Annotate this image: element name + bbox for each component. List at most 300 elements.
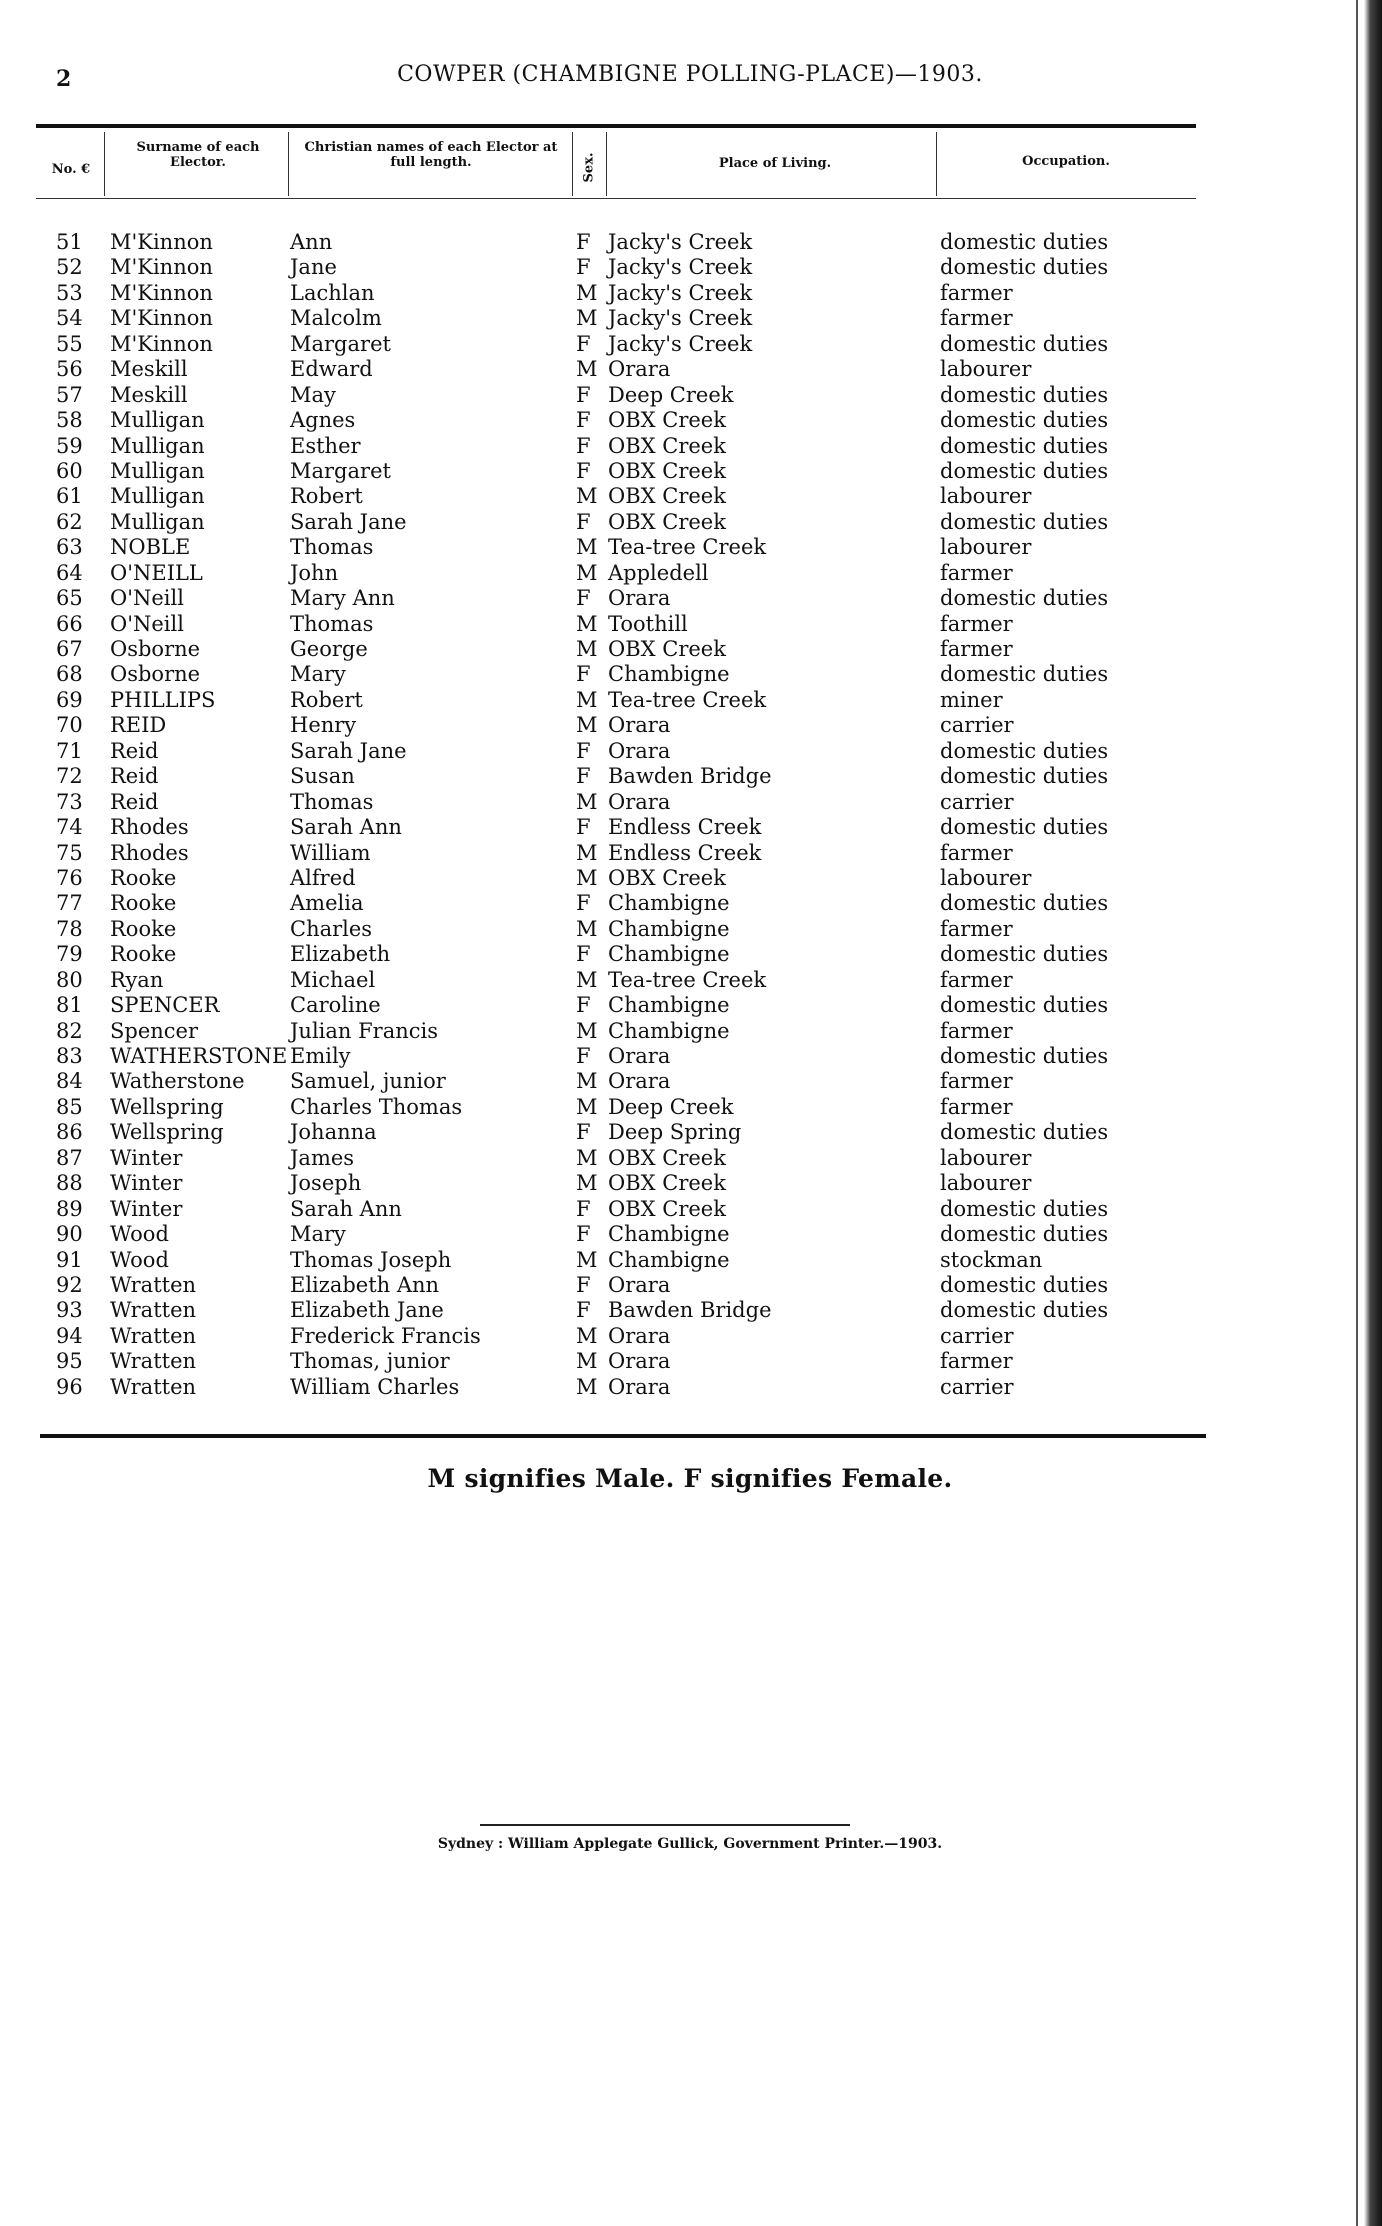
elector-sex: F (576, 815, 591, 840)
elector-sex: M (576, 1171, 598, 1196)
elector-place-of-living: Orara (608, 1374, 671, 1399)
elector-surname: Watherstone (110, 1069, 245, 1094)
elector-christian-names: George (290, 637, 368, 661)
elector-christian-names: Johanna (290, 1120, 377, 1145)
elector-occupation: labourer (940, 357, 1032, 382)
elector-number: 82 (56, 1018, 83, 1043)
table-row (0, 484, 1382, 509)
elector-number: 73 (56, 789, 83, 814)
table-row (0, 764, 1382, 789)
elector-occupation: miner (940, 687, 1003, 712)
elector-surname: Mulligan (110, 408, 205, 433)
printer-imprint: Sydney : William Applegate Gullick, Government Printer.—1903. (437, 1836, 943, 1852)
elector-number: 88 (56, 1171, 83, 1196)
elector-christian-names: Thomas, junior (290, 1349, 450, 1374)
table-row (0, 637, 1382, 662)
table-row (0, 1298, 1382, 1323)
elector-number: 70 (56, 713, 83, 738)
elector-christian-names: Thomas (290, 789, 374, 814)
elector-place-of-living: Deep Creek (608, 1094, 734, 1119)
elector-occupation: domestic duties (940, 433, 1109, 458)
elector-surname: Rooke (110, 942, 177, 967)
elector-christian-names: Robert (290, 484, 363, 509)
elector-place-of-living: Orara (608, 1349, 671, 1374)
elector-occupation: labourer (940, 1145, 1032, 1170)
elector-sex: F (576, 458, 591, 483)
elector-occupation: domestic duties (940, 662, 1109, 687)
elector-place-of-living: OBX Creek (608, 509, 726, 534)
elector-occupation: domestic duties (940, 1272, 1109, 1297)
elector-surname: M'Kinnon (110, 255, 213, 280)
elector-occupation: labourer (940, 535, 1032, 560)
elector-occupation: domestic duties (940, 891, 1109, 916)
elector-occupation: labourer (940, 1171, 1032, 1196)
elector-place-of-living: Orara (608, 1069, 671, 1094)
elector-number: 69 (56, 687, 83, 712)
elector-place-of-living: OBX Creek (608, 1171, 726, 1196)
table-row (0, 408, 1382, 433)
elector-place-of-living: Orara (608, 738, 671, 763)
elector-place-of-living: OBX Creek (608, 637, 726, 661)
elector-christian-names: Margaret (290, 331, 391, 356)
elector-surname: Wratten (110, 1272, 197, 1297)
elector-occupation: domestic duties (940, 1222, 1109, 1247)
elector-christian-names: Thomas (290, 535, 374, 560)
elector-place-of-living: Endless Creek (608, 840, 762, 865)
elector-christian-names: William Charles (290, 1374, 460, 1399)
elector-occupation: farmer (940, 1069, 1013, 1094)
table-row (0, 1324, 1382, 1349)
elector-christian-names: Henry (290, 713, 357, 738)
elector-sex: F (576, 255, 591, 280)
elector-number: 95 (56, 1349, 83, 1374)
elector-sex: F (576, 993, 591, 1018)
elector-christian-names: Charles (290, 916, 373, 941)
elector-occupation: labourer (940, 865, 1032, 890)
elector-sex: F (576, 942, 591, 967)
elector-occupation: domestic duties (940, 255, 1109, 280)
elector-occupation: domestic duties (940, 738, 1109, 763)
elector-place-of-living: Endless Creek (608, 815, 762, 840)
elector-occupation: domestic duties (940, 1196, 1109, 1221)
elector-sex: F (576, 1044, 591, 1068)
elector-place-of-living: OBX Creek (608, 433, 726, 458)
elector-place-of-living: Deep Creek (608, 382, 734, 407)
elector-number: 54 (56, 306, 83, 331)
elector-occupation: farmer (940, 280, 1013, 305)
table-row (0, 586, 1382, 611)
elector-number: 56 (56, 357, 83, 382)
elector-place-of-living: Jacky's Creek (608, 306, 753, 331)
elector-number: 62 (56, 509, 83, 534)
column-divider (104, 132, 105, 196)
elector-surname: Osborne (110, 637, 201, 661)
table-row (0, 917, 1382, 942)
elector-place-of-living: Jacky's Creek (608, 255, 753, 280)
elector-christian-names: Alfred (290, 865, 356, 890)
elector-table-body (0, 230, 1382, 1400)
table-row (0, 790, 1382, 815)
elector-christian-names: Sarah Ann (290, 815, 402, 840)
elector-place-of-living: Chambigne (608, 942, 730, 967)
elector-surname: Rooke (110, 891, 177, 916)
elector-christian-names: Lachlan (290, 280, 375, 305)
elector-occupation: carrier (940, 789, 1014, 814)
table-row (0, 688, 1382, 713)
elector-number: 67 (56, 637, 83, 661)
table-row (0, 968, 1382, 993)
column-header-occupation: Occupation. (1022, 154, 1110, 169)
elector-sex: M (576, 687, 598, 712)
elector-christian-names: Thomas Joseph (290, 1247, 452, 1272)
table-row (0, 434, 1382, 459)
elector-surname: O'Neill (110, 611, 184, 636)
elector-christian-names: William (290, 840, 371, 865)
elector-christian-names: Edward (290, 357, 373, 382)
elector-sex: F (576, 891, 591, 916)
elector-surname: Rhodes (110, 840, 189, 865)
elector-sex: M (576, 484, 598, 509)
elector-sex: M (576, 611, 598, 636)
table-row (0, 1146, 1382, 1171)
elector-sex: F (576, 1298, 591, 1323)
elector-occupation: domestic duties (940, 815, 1109, 840)
elector-surname: Wood (110, 1247, 169, 1272)
elector-sex: M (576, 560, 598, 585)
column-divider (936, 132, 937, 196)
elector-number: 75 (56, 840, 83, 865)
elector-surname: Wratten (110, 1374, 197, 1399)
elector-sex: M (576, 1323, 598, 1348)
elector-place-of-living: Orara (608, 713, 671, 738)
elector-number: 79 (56, 942, 83, 967)
elector-number: 91 (56, 1247, 83, 1272)
elector-surname: Osborne (110, 662, 201, 687)
table-row (0, 739, 1382, 764)
elector-surname: Mulligan (110, 484, 205, 509)
elector-number: 61 (56, 484, 83, 509)
elector-sex: M (576, 535, 598, 560)
table-row (0, 993, 1382, 1018)
elector-surname: WATHERSTONE (110, 1044, 288, 1068)
elector-surname: Spencer (110, 1018, 199, 1043)
elector-occupation: farmer (940, 560, 1013, 585)
elector-place-of-living: Bawden Bridge (608, 1298, 772, 1323)
elector-place-of-living: Orara (608, 1272, 671, 1297)
elector-surname: Winter (110, 1196, 183, 1221)
elector-number: 65 (56, 586, 83, 611)
sex-legend: M signifies Male. F signifies Female. (427, 1464, 953, 1493)
elector-number: 89 (56, 1196, 83, 1221)
page-number: 2 (56, 66, 72, 92)
elector-sex: M (576, 713, 598, 738)
elector-occupation: domestic duties (940, 509, 1109, 534)
elector-place-of-living: OBX Creek (608, 408, 726, 433)
elector-place-of-living: OBX Creek (608, 484, 726, 509)
elector-christian-names: Ann (290, 230, 333, 254)
elector-surname: Winter (110, 1171, 183, 1196)
elector-place-of-living: Orara (608, 1044, 671, 1068)
elector-place-of-living: OBX Creek (608, 1145, 726, 1170)
elector-surname: Reid (110, 764, 159, 789)
elector-number: 81 (56, 993, 83, 1018)
table-bottom-rule (40, 1434, 1206, 1438)
column-header-surname: Surname of each Elector. (136, 140, 260, 170)
table-row (0, 1375, 1382, 1400)
elector-number: 83 (56, 1044, 83, 1068)
elector-place-of-living: Chambigne (608, 1222, 730, 1247)
elector-number: 59 (56, 433, 83, 458)
elector-sex: F (576, 382, 591, 407)
elector-christian-names: James (290, 1145, 355, 1170)
elector-surname: Meskill (110, 357, 188, 382)
elector-sex: F (576, 509, 591, 534)
elector-surname: M'Kinnon (110, 280, 213, 305)
elector-christian-names: Thomas (290, 611, 374, 636)
table-row (0, 891, 1382, 916)
elector-sex: M (576, 1374, 598, 1399)
elector-christian-names: Michael (290, 967, 376, 992)
elector-sex: F (576, 331, 591, 356)
elector-surname: Meskill (110, 382, 188, 407)
elector-christian-names: Robert (290, 687, 363, 712)
elector-surname: Mulligan (110, 509, 205, 534)
elector-sex: M (576, 789, 598, 814)
elector-place-of-living: Orara (608, 789, 671, 814)
elector-number: 87 (56, 1145, 83, 1170)
elector-number: 84 (56, 1069, 83, 1094)
elector-surname: Ryan (110, 967, 164, 992)
table-row (0, 459, 1382, 484)
elector-place-of-living: Tea-tree Creek (608, 535, 767, 560)
elector-christian-names: Joseph (290, 1171, 362, 1196)
table-row (0, 510, 1382, 535)
elector-number: 66 (56, 611, 83, 636)
elector-number: 86 (56, 1120, 83, 1145)
elector-occupation: domestic duties (940, 993, 1109, 1018)
elector-number: 68 (56, 662, 83, 687)
column-divider (288, 132, 289, 196)
elector-sex: M (576, 1247, 598, 1272)
table-row (0, 306, 1382, 331)
elector-place-of-living: Orara (608, 586, 671, 611)
elector-occupation: carrier (940, 1374, 1014, 1399)
table-row (0, 713, 1382, 738)
elector-surname: O'Neill (110, 586, 184, 611)
elector-number: 93 (56, 1298, 83, 1323)
elector-number: 63 (56, 535, 83, 560)
elector-number: 92 (56, 1272, 83, 1297)
elector-surname: Reid (110, 738, 159, 763)
elector-christian-names: Frederick Francis (290, 1323, 481, 1348)
table-row (0, 1171, 1382, 1196)
elector-christian-names: Mary (290, 1222, 346, 1247)
elector-surname: Rooke (110, 916, 177, 941)
elector-occupation: stockman (940, 1247, 1043, 1272)
table-row (0, 332, 1382, 357)
table-row (0, 662, 1382, 687)
elector-occupation: domestic duties (940, 942, 1109, 967)
elector-place-of-living: Orara (608, 357, 671, 382)
elector-christian-names: Malcolm (290, 306, 382, 331)
elector-occupation: domestic duties (940, 458, 1109, 483)
elector-number: 72 (56, 764, 83, 789)
elector-surname: Mulligan (110, 458, 205, 483)
elector-sex: M (576, 357, 598, 382)
elector-place-of-living: OBX Creek (608, 1196, 726, 1221)
elector-surname: SPENCER (110, 993, 220, 1018)
elector-christian-names: Jane (290, 255, 337, 280)
elector-number: 94 (56, 1323, 83, 1348)
elector-surname: M'Kinnon (110, 331, 213, 356)
elector-number: 80 (56, 967, 83, 992)
table-row (0, 1044, 1382, 1069)
elector-surname: NOBLE (110, 535, 191, 560)
elector-sex: M (576, 1094, 598, 1119)
table-row (0, 612, 1382, 637)
elector-number: 60 (56, 458, 83, 483)
table-row (0, 255, 1382, 280)
elector-sex: F (576, 1272, 591, 1297)
elector-sex: F (576, 230, 591, 254)
elector-number: 76 (56, 865, 83, 890)
column-header-sex: Sex. (581, 152, 597, 183)
elector-sex: F (576, 586, 591, 611)
table-row (0, 230, 1382, 255)
elector-christian-names: Julian Francis (290, 1018, 439, 1043)
elector-christian-names: Esther (290, 433, 361, 458)
elector-surname: M'Kinnon (110, 306, 213, 331)
elector-place-of-living: Tea-tree Creek (608, 687, 767, 712)
table-row (0, 1273, 1382, 1298)
table-row (0, 281, 1382, 306)
elector-sex: M (576, 1018, 598, 1043)
printer-rule (480, 1824, 850, 1826)
elector-christian-names: Sarah Jane (290, 509, 407, 534)
elector-sex: M (576, 1069, 598, 1094)
elector-number: 78 (56, 916, 83, 941)
elector-sex: M (576, 280, 598, 305)
column-header-place-of-living: Place of Living. (718, 156, 832, 171)
elector-place-of-living: Chambigne (608, 891, 730, 916)
elector-christian-names: Charles Thomas (290, 1094, 463, 1119)
elector-occupation: farmer (940, 611, 1013, 636)
elector-christian-names: John (290, 560, 339, 585)
table-row (0, 1222, 1382, 1247)
elector-occupation: farmer (940, 916, 1013, 941)
elector-surname: Rhodes (110, 815, 189, 840)
elector-christian-names: Margaret (290, 458, 391, 483)
elector-christian-names: May (290, 382, 336, 407)
table-row (0, 841, 1382, 866)
elector-place-of-living: OBX Creek (608, 458, 726, 483)
elector-christian-names: Amelia (290, 891, 364, 916)
elector-place-of-living: Tea-tree Creek (608, 967, 767, 992)
elector-occupation: domestic duties (940, 1044, 1109, 1068)
elector-sex: M (576, 306, 598, 331)
elector-place-of-living: Chambigne (608, 916, 730, 941)
elector-surname: Rooke (110, 865, 177, 890)
table-row (0, 1069, 1382, 1094)
elector-sex: F (576, 662, 591, 687)
column-header-no: No. € (51, 162, 91, 177)
elector-place-of-living: Chambigne (608, 1018, 730, 1043)
elector-occupation: labourer (940, 484, 1032, 509)
elector-number: 57 (56, 382, 83, 407)
elector-place-of-living: Jacky's Creek (608, 280, 753, 305)
elector-sex: M (576, 840, 598, 865)
elector-occupation: domestic duties (940, 1120, 1109, 1145)
elector-occupation: carrier (940, 1323, 1014, 1348)
table-row (0, 561, 1382, 586)
table-row (0, 383, 1382, 408)
elector-occupation: farmer (940, 840, 1013, 865)
elector-surname: REID (110, 713, 167, 738)
elector-sex: M (576, 1349, 598, 1374)
elector-christian-names: Samuel, junior (290, 1069, 446, 1094)
table-row (0, 357, 1382, 382)
column-divider (572, 132, 573, 196)
elector-sex: M (576, 967, 598, 992)
elector-christian-names: Mary Ann (290, 586, 395, 611)
elector-christian-names: Agnes (290, 408, 356, 433)
elector-sex: F (576, 1120, 591, 1145)
elector-christian-names: Elizabeth Jane (290, 1298, 444, 1323)
elector-number: 58 (56, 408, 83, 433)
elector-sex: F (576, 1196, 591, 1221)
elector-surname: PHILLIPS (110, 687, 216, 712)
elector-christian-names: Mary (290, 662, 346, 687)
elector-number: 52 (56, 255, 83, 280)
header-bottom-rule (36, 198, 1196, 199)
elector-occupation: domestic duties (940, 1298, 1109, 1323)
elector-surname: Wood (110, 1222, 169, 1247)
elector-occupation: farmer (940, 1018, 1013, 1043)
elector-surname: Wellspring (110, 1094, 224, 1119)
elector-place-of-living: Deep Spring (608, 1120, 742, 1145)
elector-occupation: domestic duties (940, 382, 1109, 407)
elector-place-of-living: Appledell (608, 560, 709, 585)
elector-occupation: domestic duties (940, 408, 1109, 433)
elector-sex: M (576, 916, 598, 941)
elector-surname: Winter (110, 1145, 183, 1170)
elector-sex: F (576, 738, 591, 763)
column-divider (606, 132, 607, 196)
elector-christian-names: Elizabeth Ann (290, 1272, 440, 1297)
elector-number: 85 (56, 1094, 83, 1119)
elector-christian-names: Susan (290, 764, 355, 789)
elector-sex: F (576, 408, 591, 433)
elector-place-of-living: Chambigne (608, 662, 730, 687)
table-row (0, 1248, 1382, 1273)
elector-occupation: farmer (940, 1349, 1013, 1374)
elector-surname: Mulligan (110, 433, 205, 458)
elector-occupation: farmer (940, 967, 1013, 992)
elector-occupation: domestic duties (940, 586, 1109, 611)
elector-number: 53 (56, 280, 83, 305)
elector-christian-names: Emily (290, 1044, 351, 1068)
table-row (0, 535, 1382, 560)
table-row (0, 1197, 1382, 1222)
elector-surname: O'NEILL (110, 560, 203, 585)
elector-occupation: domestic duties (940, 230, 1109, 254)
elector-surname: M'Kinnon (110, 230, 213, 254)
elector-occupation: domestic duties (940, 331, 1109, 356)
table-row (0, 1019, 1382, 1044)
elector-christian-names: Sarah Jane (290, 738, 407, 763)
table-row (0, 942, 1382, 967)
elector-sex: M (576, 1145, 598, 1170)
